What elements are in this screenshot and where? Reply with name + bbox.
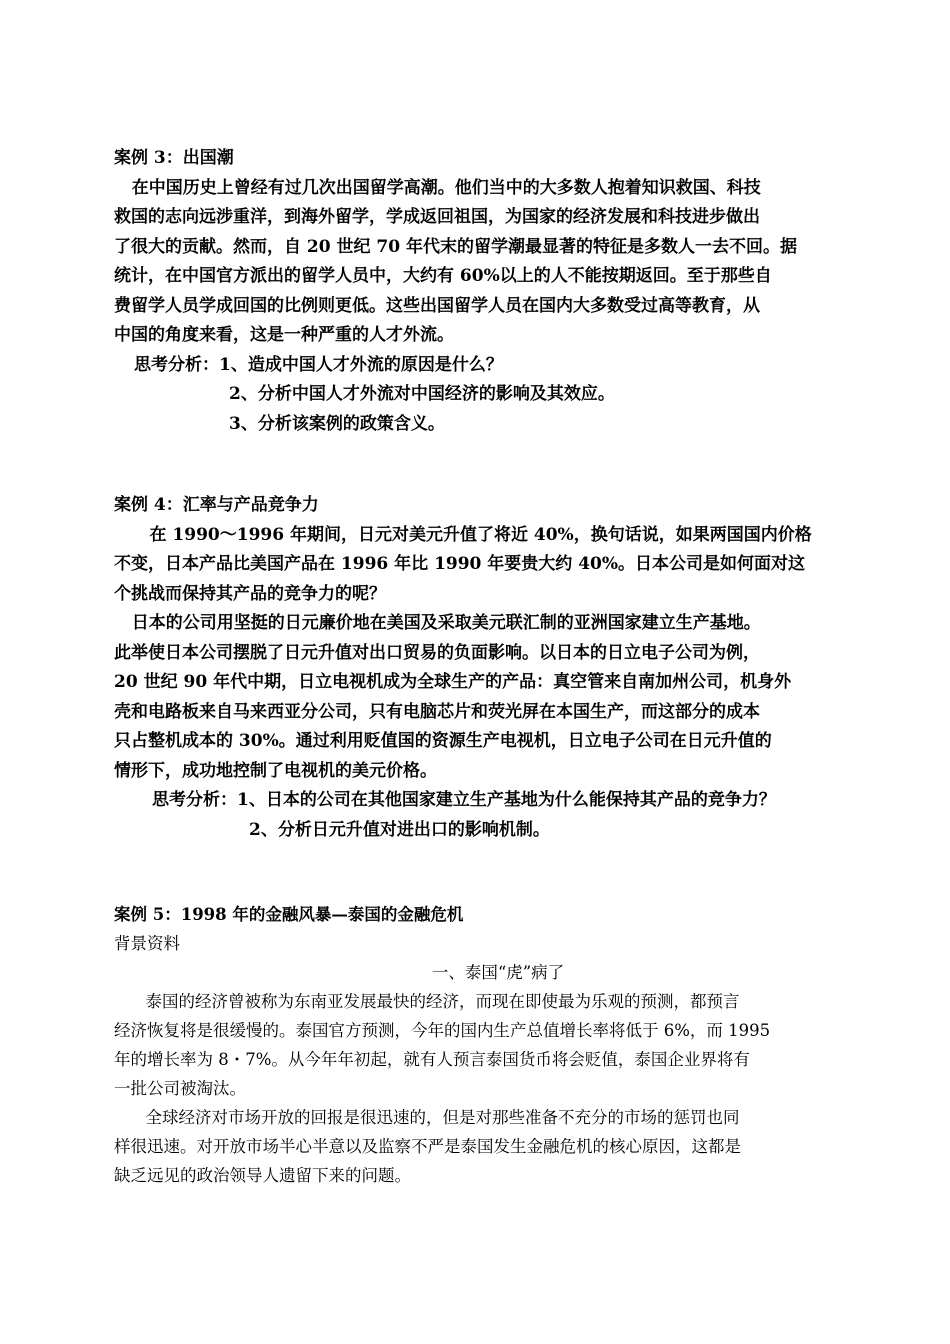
case-5-section — [114, 900, 862, 1190]
case-3-title: 案例 3：出国潮 — [114, 148, 234, 168]
case-4-question-1-row — [114, 786, 862, 816]
case-3-think-label: 思考分析： — [134, 354, 219, 375]
case-4-title: 案例 4：汇率与产品竞争力 — [114, 495, 319, 515]
case-4-line-6: 20 世纪 90 年代中期，日立电视机成为全球生产的产品：真空管来自南加州公司，机身外 — [114, 672, 792, 692]
case-3-line-5: 费留学人员学成回国的比例则更低。这些出国留学人员在国内大多数受过高等教育，从 — [114, 295, 760, 316]
case-4-line-7: 壳和电路板来自马来西亚分公司，只有电脑芯片和荧光屏在本国生产，而这部分的成本 — [114, 701, 760, 722]
case-5-line-7: 缺乏远见的政治领导人遗留下来的问题。 — [114, 1166, 411, 1185]
case-5-line-1: 泰国的经济曾被称为东南亚发展最快的经济，而现在即使最为乐观的预测，都预言 — [114, 992, 740, 1011]
case-3-line-3: 了很大的贡献。然而，自 20 世纪 70 年代末的留学潮最显著的特征是多数人一去不回。据 — [114, 236, 797, 257]
case-3-question-1: 1、造成中国人才外流的原因是什么？ — [219, 354, 503, 375]
case-4-line-8: 只占整机成本的 30%。通过利用贬值国的资源生产电视机，日立电子公司在日元升值的 — [114, 731, 772, 751]
case-5-line-5: 全球经济对市场开放的回报是很迅速的，但是对那些准备不充分的市场的惩罚也同 — [114, 1108, 740, 1127]
case-3-section — [114, 144, 862, 439]
case-5-line-3: 年的增长率为 8・7%。从今年年初起，就有人预言泰国货币将会贬值，泰国企业界将有 — [114, 1050, 750, 1069]
case-4-line-4: 日本的公司用坚挺的日元廉价地在美国及采取美元联汇制的亚洲国家建立生产基地。 — [114, 613, 761, 633]
case-5-subtitle: 背景资料 — [114, 934, 180, 953]
case-3-line-1: 在中国历史上曾经有过几次出国留学高潮。他们当中的大多数人抱着知识救国、科技 — [114, 177, 761, 198]
case-4-line-2: 不变，日本产品比美国产品在 1996 年比 1990 年要贵大约 40%。日本公司是如何面对这 — [114, 554, 806, 574]
case-4-question-2: 2、分析日元升值对进出口的影响机制。 — [249, 819, 550, 840]
case-4-line-3: 个挑战而保持其产品的竞争力的呢？ — [114, 583, 386, 604]
case-3-line-2: 救国的志向远涉重洋，到海外留学，学成返回祖国，为国家的经济发展和科技进步做出 — [114, 207, 760, 227]
case-4-think-label: 思考分析： — [152, 790, 237, 810]
case-4-line-9: 情形下，成功地控制了电视机的美元价格。 — [114, 760, 437, 781]
case-5-title: 案例 5：1998 年的金融风暴—泰国的金融危机 — [114, 905, 464, 924]
case-4-section — [114, 491, 862, 845]
case-3-question-2: 2、分析中国人才外流对中国经济的影响及其效应。 — [229, 384, 615, 404]
case-5-section-title: 一、泰国“虎”病了 — [431, 963, 565, 982]
case-4-line-5: 此举使日本公司摆脱了日元升值对出口贸易的负面影响。以日本的日立电子公司为例， — [114, 642, 760, 663]
case-3-line-6: 中国的角度来看，这是一种严重的人才外流。 — [114, 325, 454, 345]
case-4-line-1: 在 1990～1996 年期间，日元对美元升值了将近 40%，换句话说，如果两国国内价格 — [114, 524, 812, 545]
case-5-line-2: 经济恢复将是很缓慢的。泰国官方预测，今年的国内生产总值增长率将低于 6%，而 1995 — [114, 1021, 771, 1040]
case-3-line-4: 统计，在中国官方派出的留学人员中，大约有 60%以上的人不能按期返回。至于那些自 — [114, 266, 772, 286]
case-3-question-3: 3、分析该案例的政策含义。 — [229, 413, 445, 434]
case-5-line-6: 样很迅速。对开放市场半心半意以及监察不严是泰国发生金融危机的核心原因，这都是 — [114, 1137, 741, 1156]
case-3-question-1-row — [114, 351, 862, 381]
case-4-question-1: 1、日本的公司在其他国家建立生产基地为什么能保持其产品的竞争力？ — [237, 790, 776, 810]
case-5-line-4: 一批公司被淘汰。 — [114, 1079, 246, 1098]
